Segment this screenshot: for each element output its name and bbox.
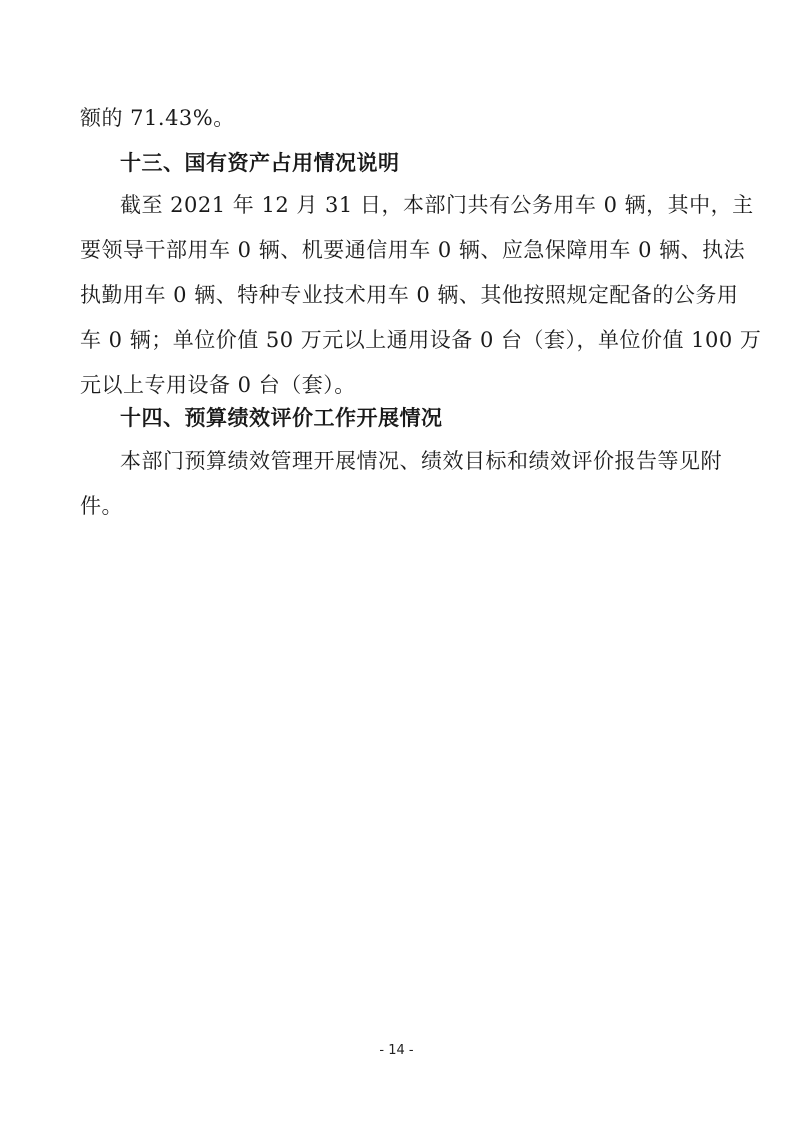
section-13-paragraph-line: 车 0 辆；单位价值 50 万元以上通用设备 0 台（套），单位价值 100 万 [80,328,762,352]
section-13-paragraph-line: 元以上专用设备 0 台（套）。 [80,373,356,397]
section-14-paragraph-line: 件。 [80,494,123,518]
section-14-heading: 十四、预算绩效评价工作开展情况 [120,406,443,430]
section-13-paragraph-line: 要领导干部用车 0 辆、机要通信用车 0 辆、应急保障用车 0 辆、执法 [80,238,746,262]
page-number: - 14 - [379,1043,414,1058]
section-13-paragraph-line: 截至 2021 年 12 月 31 日，本部门共有公务用车 0 辆，其中，主 [120,193,754,217]
section-13-paragraph-line: 执勤用车 0 辆、特种专业技术用车 0 辆、其他按照规定配备的公务用 [80,283,739,307]
section-14-paragraph-line: 本部门预算绩效管理开展情况、绩效目标和绩效评价报告等见附 [120,449,722,473]
paragraph-continuation: 额的 71.43%。 [80,106,235,130]
section-13-heading: 十三、国有资产占用情况说明 [120,151,400,175]
